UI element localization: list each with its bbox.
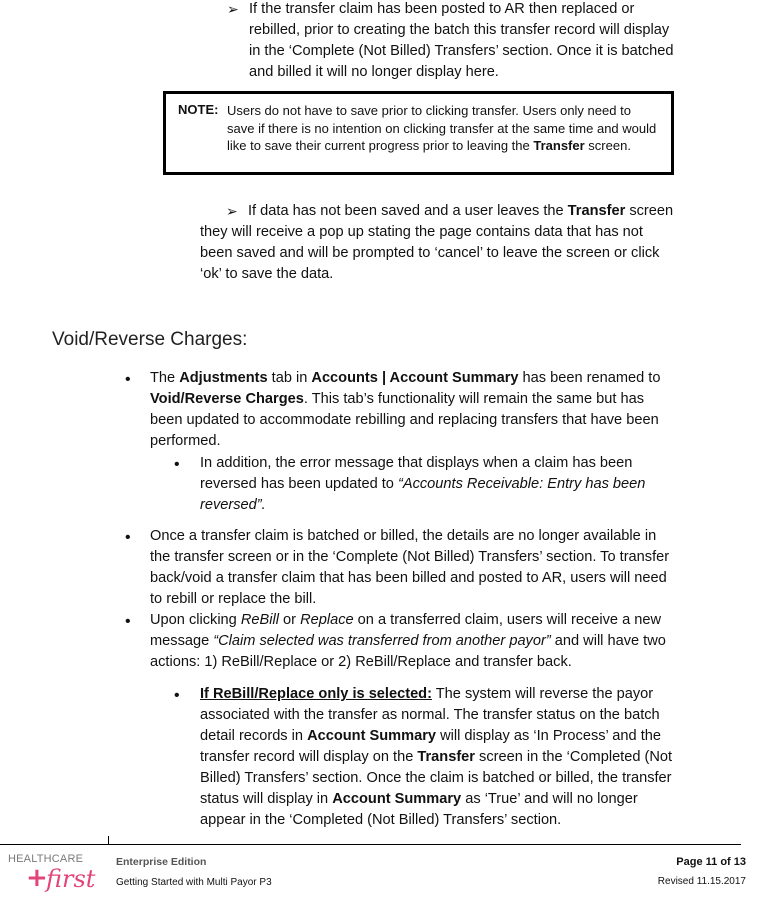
second-bullet-line-2: they will receive a pop up stating the page contains data that has not [200, 224, 643, 240]
logo-first-text: first [46, 865, 96, 893]
bullet2-line-3: back/void a transfer claim that has been billed and posted to AR, users will need [150, 570, 667, 586]
footer-divider-tick [108, 836, 109, 845]
bullet3-sub-line-7: appear in the ‘Completed (Not Billed) Transfers’ section. [200, 812, 562, 828]
bullet2-line-4: to rebill or replace the bill. [150, 591, 317, 607]
bullet1-line-4: performed. [150, 433, 221, 449]
bullet-dot-icon: • [174, 687, 180, 704]
bullet-dot-icon: • [174, 456, 180, 473]
bullet2-line-2: the transfer screen or in the ‘Complete (Not Billed) Transfers’ section. To transfer [150, 549, 670, 565]
top-bullet-line-1: If the transfer claim has been posted to AR then replaced or [249, 1, 635, 17]
bullet-dot-icon: • [125, 613, 131, 630]
top-bullet-line-2: rebilled, prior to creating the batch this transfer record will display [249, 22, 670, 38]
second-bullet-line-3: been saved and will be prompted to ‘cancel’ to leave the screen or click [200, 245, 660, 261]
bullet3-sub-line-2: associated with the transfer as normal. The transfer status on the batch [200, 707, 660, 723]
bullet3-sub-line-5: Billed) Transfers’ section. Once the claim is batched or billed, the transfer [200, 770, 672, 786]
section-heading: Void/Reverse Charges: [52, 329, 248, 350]
second-bullet-line-1: If data has not been saved and a user leaves the Transfer screen [248, 203, 674, 219]
footer-rule [0, 844, 741, 845]
bullet3-line-3: actions: 1) ReBill/Replace or 2) ReBill/Replace and transfer back. [150, 654, 572, 670]
footer-doc-title: Getting Started with Multi Payor P3 [116, 877, 272, 888]
bullet3-sub-line-6: status will display in Account Summary as ‘True’ and will no longer [200, 791, 638, 807]
logo-healthcare-text: HEALTHCARE [8, 853, 84, 865]
footer-revised-date: Revised 11.15.2017 [657, 876, 746, 887]
note-text: Users do not have to save prior to clicking transfer. Users only need to save if there is no intention on clicking transfer at the same time and would like to save their current progress prior to leaving the Transfer screen. [227, 103, 657, 154]
bullet3-sub-line-4: transfer record will display on the Transfer screen in the ‘Completed (Not [200, 749, 673, 765]
bullet3-sub-line-1: If ReBill/Replace only is selected: The system will reverse the payor [200, 686, 654, 702]
arrow-bullet-icon: ➢ [226, 203, 238, 219]
second-bullet-line-4: ‘ok’ to save the data. [200, 266, 334, 282]
bullet1-line-3: been updated to accommodate rebilling and replacing transfers that have been [150, 412, 659, 428]
bullet1-sub-line-3: reversed”. [200, 497, 266, 513]
bullet-dot-icon: • [125, 529, 131, 546]
bullet1-line-2: Void/Reverse Charges. This tab’s functionality will remain the same but has [150, 391, 644, 407]
bullet1-sub-line-1: In addition, the error message that displays when a claim has been [200, 455, 633, 471]
note-box [163, 91, 674, 175]
healthcare-first-logo [8, 853, 100, 899]
top-bullet-line-3: in the ‘Complete (Not Billed) Transfers’ section. Once it is batched [249, 43, 674, 59]
top-bullet-line-4: and billed it will no longer display here. [249, 64, 499, 80]
arrow-bullet-icon: ➢ [227, 1, 239, 17]
footer-page-number: Page 11 of 13 [676, 856, 746, 868]
bullet2-line-1: Once a transfer claim is batched or billed, the details are no longer available in [150, 528, 657, 544]
bullet3-line-1: Upon clicking ReBill or Replace on a transferred claim, users will receive a new [150, 612, 662, 628]
note-label: NOTE: [178, 102, 219, 117]
plus-icon: + [26, 863, 48, 893]
footer-edition: Enterprise Edition [116, 856, 207, 868]
bullet3-sub-line-3: detail records in Account Summary will display as ‘In Process’ and the [200, 728, 661, 744]
bullet-dot-icon: • [125, 371, 131, 388]
bullet3-line-2: message “Claim selected was transferred from another payor” and will have two [150, 633, 666, 649]
bullet1-line-1: The Adjustments tab in Accounts | Account Summary has been renamed to [150, 370, 661, 386]
bullet1-sub-line-2: reversed has been updated to “Accounts Receivable: Entry has been [200, 476, 646, 492]
